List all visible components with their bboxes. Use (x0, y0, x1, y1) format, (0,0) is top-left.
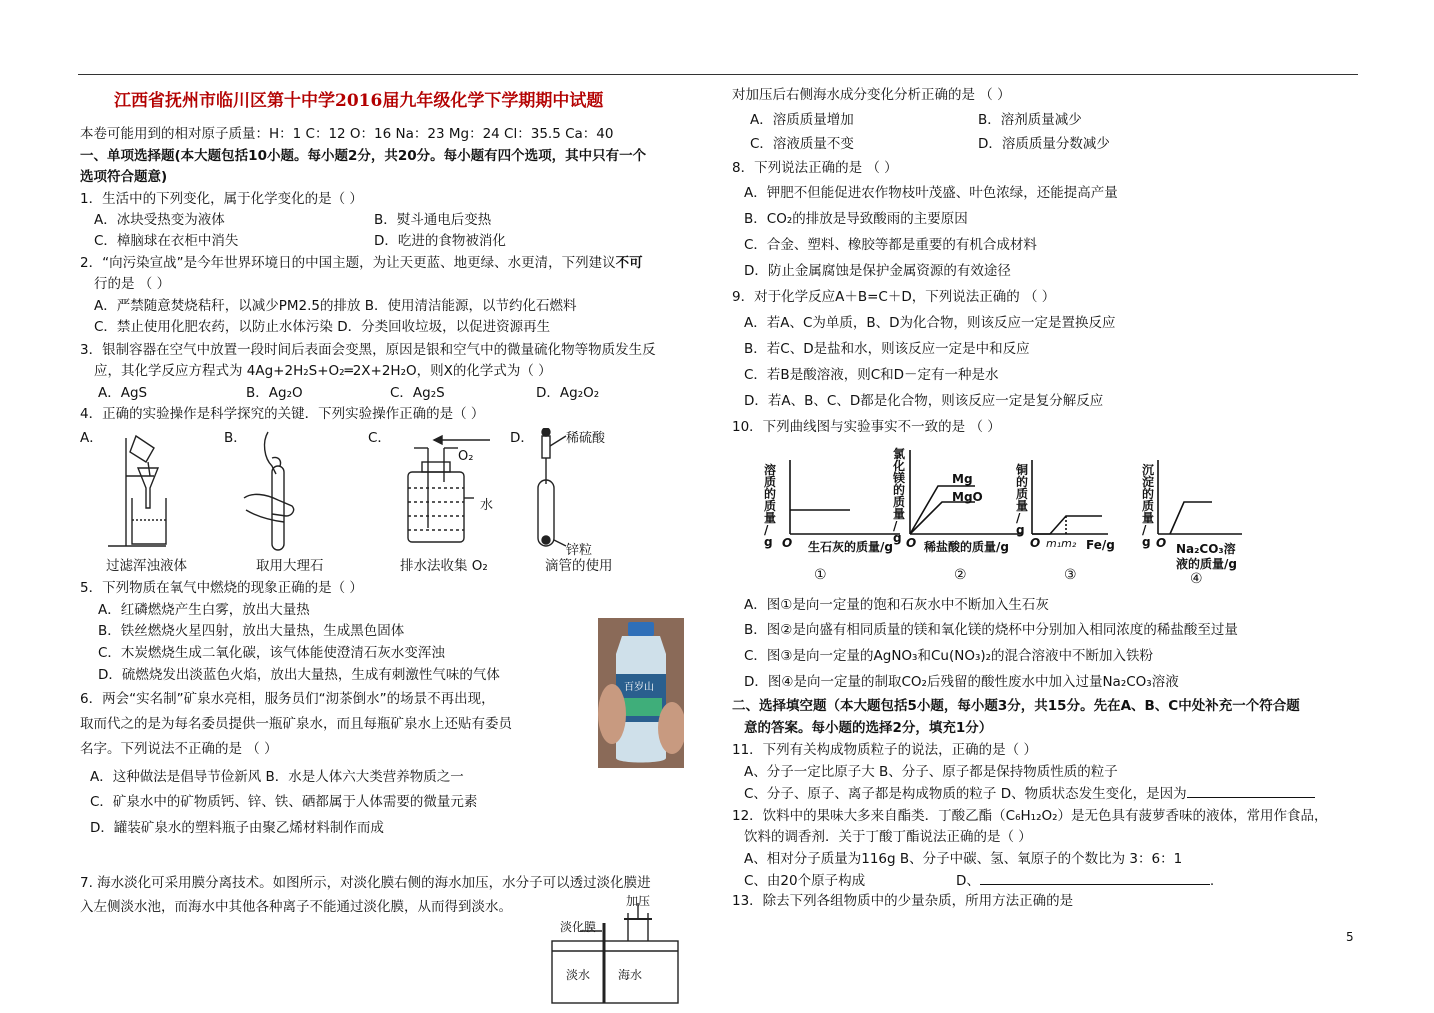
membrane-desalination-diagram (544, 893, 684, 1011)
g3y-char-5: g (1016, 523, 1025, 537)
q7-option-a: A．溶质质量增加 (750, 112, 854, 128)
q10-option-a: A．图①是向一定量的饱和石灰水中不断加入生石灰 (744, 597, 1049, 613)
graph2-xlabel: 稀盐酸的质量/g (924, 540, 1009, 554)
atomic-masses: 本卷可能用到的相对原子质量：H：1 C：12 O：16 Na：23 Mg：24 Cl：35.5 Ca：40 (80, 126, 614, 142)
page-title: 江西省抚州市临川区第十中学2016届九年级化学下学期期中试题 (114, 91, 604, 111)
g1y-char-6: g (764, 535, 773, 549)
q6-option-d: D．罐装矿泉水的塑料瓶子由聚乙烯材料制作而成 (90, 820, 384, 836)
graph3-ylabel (1016, 464, 1028, 536)
q9-option-d: D．若A、B、C、D都是化合物，则该反应一定是复分解反应 (744, 393, 1104, 409)
water-bottle-photo (598, 618, 684, 768)
q12-option-d-text: D、 (956, 873, 980, 889)
g1y-char-4: 量 (764, 511, 777, 525)
bottle-label-text: 百岁山 (624, 682, 654, 693)
g3y-char-4: / (1016, 511, 1021, 525)
q11-options-cd (744, 783, 1315, 806)
q10-option-b: B．图②是向盛有相同质量的镁和氧化镁的烧杯中分别加入相同浓度的稀盐酸至过量 (744, 622, 1238, 638)
section2-heading-cont: 意的答案。每小题的选择2分，填充1分） (744, 720, 993, 736)
hand-test-tube-icon (244, 432, 294, 550)
q4-apparatus-figures (96, 428, 596, 556)
q6-options-ab: A．这种做法是倡导节俭新风 B．水是人体六大类营养物质之一 (90, 769, 464, 785)
g1y-char-0: 溶 (764, 463, 777, 477)
graph2-number: ② (954, 567, 967, 583)
g2y-char-3: 的 (893, 483, 906, 497)
q2-stem-text: 2．“向污染宣战”是今年世界环境日的中国主题，为让天更蓝、地更绿、水更清，下列建议 (80, 255, 616, 271)
graph3-number: ③ (1064, 567, 1077, 583)
q3-option-d: D．Ag₂O₂ (536, 385, 600, 401)
q2-stem (80, 252, 643, 275)
q12-stem-cont: 饮料的调香剂．关于丁酸丁酯说法正确的是（ ） (744, 829, 1032, 845)
q11-stem: 11．下列有关构成物质粒子的说法，正确的是（ ） (732, 742, 1037, 758)
q1-stem: 1．生活中的下列变化，属于化学变化的是（ ） (80, 191, 363, 207)
q2-stem-bold: 不可 (615, 255, 643, 271)
q12-answer-blank[interactable] (980, 870, 1210, 885)
q11-options-ab: A、分子一定比原子大 B、分子、原子都是保持物质性质的粒子 (744, 764, 1118, 780)
q8-option-b: B．CO₂的排放是导致酸雨的主要原因 (744, 211, 968, 227)
q4-label-acid: 稀硫酸 (566, 431, 606, 446)
g4y-char-1: 淀 (1142, 475, 1155, 489)
q7-option-c: C．溶液质量不变 (750, 136, 854, 152)
section1-heading: 一、单项选择题(本大题包括10小题。每小题2分，共20分。每小题有四个选项，其中只有一个 (80, 148, 647, 164)
graph2-ylabel (893, 448, 905, 544)
g2y-char-6: / (893, 519, 898, 533)
q4-label-water: 水 (480, 498, 494, 513)
q9-stem: 9．对于化学反应A＋B=C＋D，下列说法正确的 （ ） (732, 289, 1056, 305)
q13-stem: 13．除去下列各组物质中的少量杂质，所用方法正确的是 (732, 893, 1074, 909)
g2y-char-5: 量 (893, 507, 906, 521)
g4y-char-6: g (1142, 535, 1151, 549)
q12-options-ab: A、相对分子质量为116g B、分子中碳、氢、氧原子的个数比为 3：6：1 (744, 851, 1183, 867)
q8-stem: 8．下列说法正确的是 （ ） (732, 160, 898, 176)
q5-option-c: C．木炭燃烧生成二氧化碳，该气体能使澄清石灰水变浑浊 (98, 645, 445, 661)
g2y-char-7: g (893, 531, 902, 545)
q3-option-b: B．Ag₂O (246, 385, 303, 401)
g1y-char-3: 质 (764, 499, 777, 513)
dropper-tube-icon (538, 428, 566, 546)
page-number: 5 (1346, 930, 1354, 944)
q5-option-d: D．硫燃烧发出淡蓝色火焰，放出大量热，生成有刺激性气味的气体 (98, 667, 500, 683)
q9-option-b: B．若C、D是盐和水，则该反应一定是中和反应 (744, 341, 1030, 357)
section2-heading: 二、选择填空题（本大题包括5小题，每小题3分，共15分。先在A、B、C中处补充一个符合题 (732, 698, 1300, 714)
graph3-m-label: m₁m₂ (1046, 537, 1077, 550)
q4-option-d: D． (510, 430, 534, 446)
gas-bottle-icon (408, 436, 490, 542)
filtration-apparatus-icon (108, 436, 166, 546)
q5-option-b: B．铁丝燃烧火星四射，放出大量热，生成黑色固体 (98, 623, 405, 639)
graph2-mg-label: Mg (952, 472, 973, 486)
graph4-xlabel-line2: 液的质量/g (1176, 557, 1237, 571)
graph4-ylabel (1142, 464, 1154, 548)
g2y-char-0: 氯 (893, 447, 906, 461)
g4y-char-5: / (1142, 523, 1147, 537)
q9-option-c: C．若B是酸溶液，则C和D－定有一种是水 (744, 367, 999, 383)
graph1-number: ① (814, 567, 827, 583)
q1-option-b: B．熨斗通电后变热 (374, 212, 492, 228)
graph4-number: ④ (1190, 571, 1203, 587)
q11-options-cd-text: C、分子、原子、离子都是构成物质的粒子 D、物质状态发生变化，是因为 (744, 786, 1187, 802)
header-rule (78, 74, 1358, 75)
q4-label-zinc: 锌粒 (566, 543, 593, 558)
q2-options-cd: C．禁止使用化肥农药，以防止水体污染 D．分类回收垃圾，以促进资源再生 (94, 319, 551, 335)
label-pressure: 加压 (626, 894, 651, 908)
q3-stem-cont: 应，其化学反应方程式为 4Ag+2H₂S+O₂═2X+2H₂O，则X的化学式为（ ） (94, 363, 552, 379)
g3y-char-3: 量 (1016, 499, 1029, 513)
q2-stem-cont: 行的是 （ ） (94, 276, 171, 292)
q1-option-a: A．冰块受热变为液体 (94, 212, 225, 228)
q12-option-d: D、 . (956, 870, 1214, 893)
graph1-ylabel (764, 464, 776, 548)
q9-option-a: A．若A、C为单质，B、D为化合物，则该反应一定是置换反应 (744, 315, 1116, 331)
graph1-origin: O (782, 536, 793, 550)
q6-stem-line2: 取而代之的是为每名委员提供一瓶矿泉水，而且每瓶矿泉水上还贴有委员 (80, 716, 512, 732)
graph4-xlabel-line1: Na₂CO₃溶 (1176, 542, 1236, 556)
q4-option-c: C． (368, 430, 391, 446)
graph2-mgo-label: MgO (952, 490, 983, 504)
q6-option-c: C．矿泉水中的矿物质钙、锌、铁、硒都属于人体需要的微量元素 (90, 794, 478, 810)
section1-heading-cont: 选项符合题意) (80, 169, 168, 185)
q4-stem: 4．正确的实验操作是科学探究的关键．下列实验操作正确的是（ ） (80, 406, 485, 422)
graph1-xlabel: 生石灰的质量/g (808, 540, 893, 554)
q3-option-c: C．Ag₂S (390, 385, 445, 401)
g4y-char-0: 沉 (1142, 463, 1155, 477)
q4-caption-d: 滴管的使用 (545, 558, 613, 574)
graph3-xlabel: Fe/g (1086, 538, 1115, 552)
q12-option-c: C、由20个原子构成 (744, 873, 866, 889)
q7-stem-line3: 对加压后右侧海水成分变化分析正确的是 （ ） (732, 87, 1011, 103)
q12-stem: 12．饮料中的果味大多来自酯类．丁酸乙酯（C₆H₁₂O₂）是无色具有菠萝香味的液体，常用作食品， (732, 808, 1328, 824)
g3y-char-1: 的 (1016, 475, 1029, 489)
graph4-origin: O (1156, 536, 1167, 550)
g2y-char-2: 镁 (893, 471, 906, 485)
q4-caption-a: 过滤浑浊液体 (106, 558, 187, 574)
q1-option-d: D．吃进的食物被消化 (374, 233, 506, 249)
q4-caption-c: 排水法收集 O₂ (400, 558, 488, 574)
q2-options-ab: A．严禁随意焚烧秸秆，以减少PM2.5的排放 B．使用清洁能源，以节约化石燃料 (94, 298, 577, 314)
g2y-char-4: 质 (893, 495, 906, 509)
q11-answer-blank[interactable] (1187, 783, 1315, 798)
q6-stem: 6．两会“实名制”矿泉水亮相，服务员们“沏茶倒水”的场景不再出现， (80, 691, 495, 707)
label-sea-water: 海水 (618, 968, 643, 982)
q7-stem: 7. 海水淡化可采用膜分离技术。如图所示，对淡化膜右侧的海水加压，水分子可以透过淡化膜进 (80, 875, 651, 891)
g1y-char-1: 质 (764, 475, 777, 489)
label-fresh-water: 淡水 (566, 968, 591, 982)
q8-option-c: C．合金、塑料、橡胶等都是重要的有机合成材料 (744, 237, 1037, 253)
g1y-char-5: / (764, 523, 769, 537)
g4y-char-4: 量 (1142, 511, 1155, 525)
graph3-origin: O (1030, 536, 1041, 550)
g2y-char-1: 化 (893, 459, 906, 473)
q6-stem-line3: 名字。下列说法不正确的是 （ ） (80, 741, 278, 757)
q4-option-b: B． (224, 430, 247, 446)
g3y-char-0: 铜 (1016, 463, 1029, 477)
q10-stem: 10．下列曲线图与实验事实不一致的是 （ ） (732, 419, 1001, 435)
g4y-char-3: 质 (1142, 499, 1155, 513)
g4y-char-2: 的 (1142, 487, 1155, 501)
q10-option-d: D．图④是向一定量的制取CO₂后残留的酸性废水中加入过量Na₂CO₃溶液 (744, 674, 1179, 690)
q7-stem-cont: 入左侧淡水池，而海水中其他各种离子不能通过淡化膜，从而得到淡水。 (80, 899, 512, 915)
q7-option-b: B．溶剂质量减少 (978, 112, 1082, 128)
q5-option-a: A．红磷燃烧产生白雾，放出大量热 (98, 602, 310, 618)
q8-option-a: A．钾肥不但能促进农作物枝叶茂盛、叶色浓绿，还能提高产量 (744, 185, 1118, 201)
q5-stem: 5．下列物质在氧气中燃烧的现象正确的是（ ） (80, 580, 363, 596)
q4-option-a: A． (80, 430, 103, 446)
graph2-origin: O (906, 536, 917, 550)
q1-option-c: C．樟脑球在衣柜中消失 (94, 233, 239, 249)
q10-option-c: C．图③是向一定量的AgNO₃和Cu(NO₃)₂的混合溶液中不断加入铁粉 (744, 648, 1154, 664)
q4-label-o2: O₂ (458, 449, 474, 464)
g3y-char-2: 质 (1016, 487, 1029, 501)
g1y-char-2: 的 (764, 487, 777, 501)
label-membrane: 淡化膜 (560, 920, 597, 934)
q3-stem: 3．银制容器在空气中放置一段时间后表面会变黑，原因是银和空气中的微量硫化物等物质发生反 (80, 342, 656, 358)
q8-option-d: D．防止金属腐蚀是保护金属资源的有效途径 (744, 263, 1011, 279)
q7-option-d: D．溶质质量分数减少 (978, 136, 1110, 152)
q3-option-a: A．AgS (98, 385, 148, 401)
q4-caption-b: 取用大理石 (256, 558, 324, 574)
